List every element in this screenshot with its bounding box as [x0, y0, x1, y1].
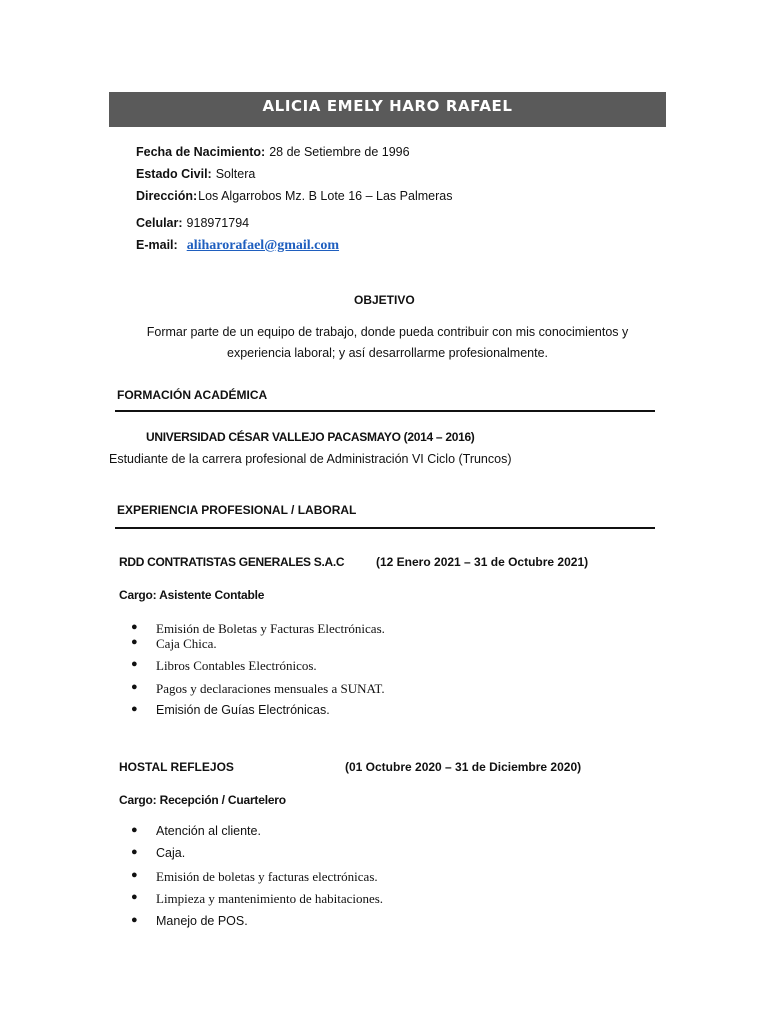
- address-label: Dirección:: [136, 189, 198, 203]
- task-text: Emisión de Guías Electrónicas.: [156, 703, 330, 717]
- job-2-period: (01 Octubre 2020 – 31 de Diciembre 2020): [345, 760, 582, 774]
- objective-line-1: Formar parte de un equipo de trabajo, donde pueda contribuir con mis conocimientos y: [146, 325, 629, 339]
- address-field: [136, 189, 452, 203]
- phone-field: [136, 216, 249, 230]
- birth-date-value: 28 de Setiembre de 1996: [269, 145, 410, 159]
- experience-heading: EXPERIENCIA PROFESIONAL / LABORAL: [117, 503, 357, 517]
- address-value: Los Algarrobos Mz. B Lote 16 – Las Palmeras: [198, 189, 453, 203]
- civil-status-label: Estado Civil:: [136, 167, 212, 181]
- bullet-icon: ●: [131, 824, 138, 836]
- bullet-icon: ●: [131, 869, 138, 881]
- education-heading: FORMACIÓN ACADÉMICA: [117, 388, 268, 402]
- task-text: Caja.: [156, 846, 186, 860]
- task-text: Caja Chica.: [156, 636, 217, 651]
- name-header-bar: [109, 92, 666, 127]
- job-1-company: RDD CONTRATISTAS GENERALES S.A.C: [119, 555, 345, 569]
- civil-status-value: Soltera: [215, 167, 256, 181]
- phone-label: Celular:: [136, 216, 183, 230]
- email-label: E-mail:: [136, 238, 178, 252]
- task-text: Libros Contables Electrónicos.: [156, 658, 317, 673]
- objective-heading: OBJETIVO: [354, 293, 415, 307]
- birth-date-label: Fecha de Nacimiento:: [136, 145, 266, 159]
- task-text: Atención al cliente.: [156, 824, 261, 838]
- email-field: [136, 238, 339, 254]
- task-text: Manejo de POS.: [156, 914, 248, 928]
- email-link[interactable]: aliharorafael@gmail.com: [186, 238, 340, 253]
- job-1-period: (12 Enero 2021 – 31 de Octubre 2021): [376, 555, 589, 569]
- phone-value: 918971794: [186, 216, 250, 230]
- birth-date-field: [136, 145, 410, 159]
- education-description: Estudiante de la carrera profesional de Administración VI Ciclo (Truncos): [109, 452, 512, 466]
- job-2-role: Cargo: Recepción / Cuartelero: [119, 793, 286, 807]
- bullet-icon: ●: [131, 681, 138, 693]
- job-1-role: Cargo: Asistente Contable: [119, 588, 265, 602]
- job-2-company: HOSTAL REFLEJOS: [119, 760, 234, 774]
- task-text: Pagos y declaraciones mensuales a SUNAT.: [156, 681, 385, 696]
- bullet-icon: ●: [131, 621, 138, 633]
- bullet-icon: ●: [131, 891, 138, 903]
- bullet-icon: ●: [131, 658, 138, 670]
- experience-divider: [115, 527, 655, 529]
- task-text: Limpieza y mantenimiento de habitaciones.: [156, 891, 384, 906]
- bullet-icon: ●: [131, 636, 138, 648]
- civil-status-field: [136, 167, 255, 181]
- objective-line-2: experiencia laboral; y así desarrollarme profesionalmente.: [227, 346, 548, 360]
- bullet-icon: ●: [131, 703, 138, 715]
- bullet-icon: ●: [131, 914, 138, 926]
- candidate-name: ALICIA EMELY HARO RAFAEL: [262, 97, 513, 115]
- task-text: Emisión de boletas y facturas electrónicas.: [156, 869, 378, 884]
- education-institution: UNIVERSIDAD CÉSAR VALLEJO PACASMAYO (2014 – 2016): [146, 430, 475, 444]
- bullet-icon: ●: [131, 846, 138, 858]
- education-divider: [115, 410, 655, 412]
- task-text: Emisión de Boletas y Facturas Electrónicas.: [156, 621, 385, 636]
